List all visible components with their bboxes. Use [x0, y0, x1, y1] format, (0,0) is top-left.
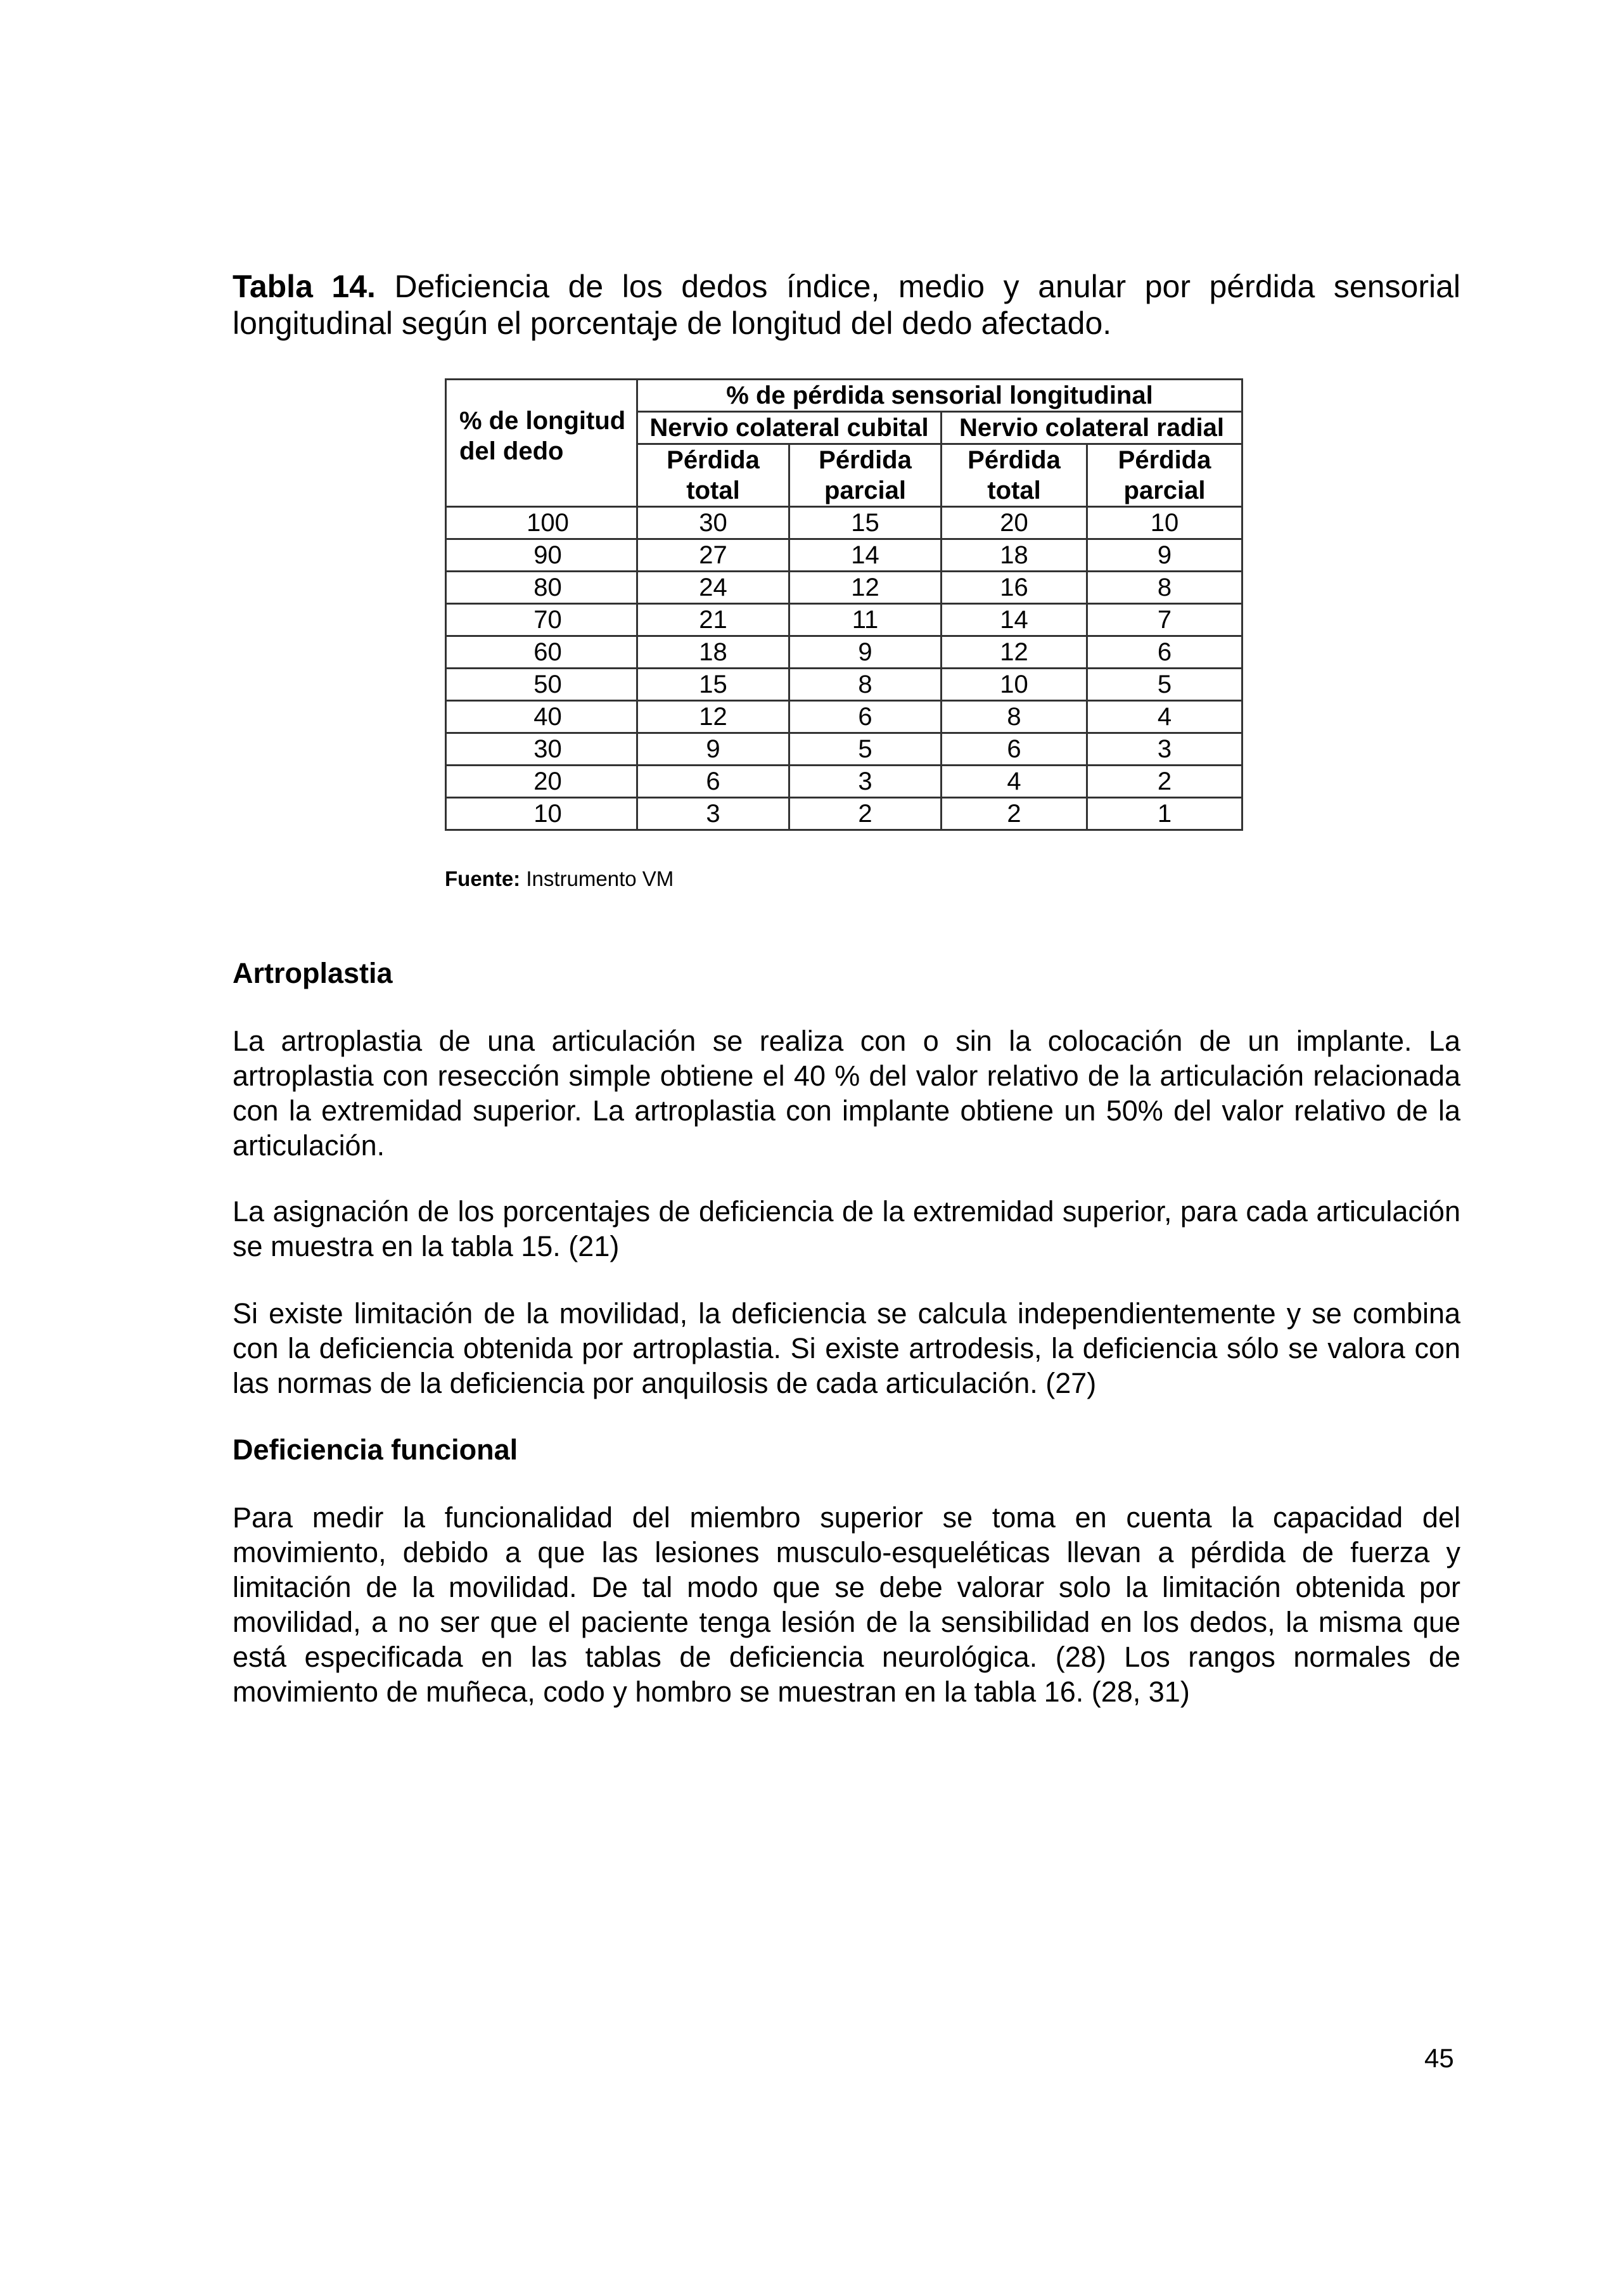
heading-deficiencia-funcional: Deficiencia funcional: [233, 1433, 518, 1466]
table-row: [446, 636, 1242, 669]
value-cell: 4: [1087, 701, 1242, 733]
paragraph: La asignación de los porcentajes de deficiencia de la extremidad superior, para cada articulación se muestra en la tabla 15. (21): [233, 1195, 1460, 1262]
value-cell: 7: [1087, 604, 1242, 636]
source-label: Fuente:: [445, 867, 521, 890]
value-cell: 6: [942, 733, 1087, 766]
value-cell: 14: [789, 539, 942, 572]
value-cell: 12: [637, 701, 789, 733]
value-cell: 12: [789, 572, 942, 604]
value-cell: 15: [637, 669, 789, 701]
table-row: [446, 766, 1242, 798]
value-cell: 24: [637, 572, 789, 604]
source-text: Instrumento VM: [520, 867, 674, 890]
table-row: [446, 604, 1242, 636]
heading-artroplastia: Artroplastia: [233, 957, 393, 989]
value-cell: 16: [942, 572, 1087, 604]
value-cell: 3: [1087, 733, 1242, 766]
value-cell: 18: [637, 636, 789, 669]
value-cell: 6: [637, 766, 789, 798]
value-cell: 8: [789, 669, 942, 701]
col-header: Pérdida total: [637, 444, 789, 507]
col-header: Pérdida parcial: [789, 444, 942, 507]
value-cell: 4: [942, 766, 1087, 798]
paragraph: Si existe limitación de la movilidad, la deficiencia se calcula independientemente y se combina con la deficiencia obtenida por artroplastia. Si existe artrodesis, la deficiencia sólo se valora con las normas de la deficiencia por anquilosis de cada articulación. (27): [233, 1297, 1460, 1399]
group-header-cell: % de pérdida sensorial longitudinal: [637, 380, 1242, 412]
sensory-loss-table: [445, 378, 1243, 831]
table-row: [446, 733, 1242, 766]
col-header: Pérdida parcial: [1087, 444, 1242, 507]
page-number: 45: [1424, 2043, 1454, 2073]
value-cell: 6: [1087, 636, 1242, 669]
table-caption-label: Tabla 14.: [233, 269, 376, 304]
value-cell: 21: [637, 604, 789, 636]
row-label-cell: 60: [446, 636, 637, 669]
value-cell: 11: [789, 604, 942, 636]
table-row: [446, 798, 1242, 830]
row-label-cell: 30: [446, 733, 637, 766]
row-label-cell: 10: [446, 798, 637, 830]
value-cell: 27: [637, 539, 789, 572]
value-cell: 5: [1087, 669, 1242, 701]
value-cell: 9: [789, 636, 942, 669]
table-caption: [233, 268, 1460, 342]
paragraph: Para medir la funcionalidad del miembro superior se toma en cuenta la capacidad del movimiento, debido a que las lesiones musculo-esqueléticas llevan a pérdida de fuerza y limitación de la movilidad. De tal modo que se debe valorar solo la limitación obtenida por movilidad, a no ser que el paciente tenga lesión de la sensibilidad en los dedos, la misma que está especificada en las tablas de deficiencia neurológica. (28) Los rangos normales de movimiento de muñeca, codo y hombro se muestran en la tabla 16. (28, 31): [233, 1501, 1460, 1708]
paragraph: La artroplastia de una articulación se realiza con o sin la colocación de un implante. La artroplastia con resección simple obtiene el 40 % del valor relativo de la articulación relacionada con la extremidad superior. La artroplastia con implante obtiene un 50% del valor relativo de la articulación.: [233, 1025, 1460, 1162]
value-cell: 20: [942, 507, 1087, 539]
value-cell: 18: [942, 539, 1087, 572]
value-cell: 8: [1087, 572, 1242, 604]
value-cell: 8: [942, 701, 1087, 733]
value-cell: 14: [942, 604, 1087, 636]
value-cell: 1: [1087, 798, 1242, 830]
col-header: Pérdida total: [942, 444, 1087, 507]
value-cell: 3: [789, 766, 942, 798]
row-header-cell: % de longitud del dedo: [446, 380, 637, 507]
table-body: [446, 507, 1242, 830]
sub-header-cubital: Nervio colateral cubital: [637, 412, 942, 444]
row-label-cell: 80: [446, 572, 637, 604]
row-label-cell: 90: [446, 539, 637, 572]
table-caption-text: Deficiencia de los dedos índice, medio y anular por pérdida sensorial longitudinal según el porcentaje de longitud del dedo afectado.: [233, 269, 1460, 341]
value-cell: 6: [789, 701, 942, 733]
value-cell: 3: [637, 798, 789, 830]
row-label-cell: 70: [446, 604, 637, 636]
value-cell: 15: [789, 507, 942, 539]
sub-header-radial: Nervio colateral radial: [942, 412, 1242, 444]
row-label-cell: 20: [446, 766, 637, 798]
value-cell: 9: [1087, 539, 1242, 572]
table-source: [445, 866, 674, 892]
value-cell: 10: [942, 669, 1087, 701]
table-row: [446, 701, 1242, 733]
row-label-cell: 100: [446, 507, 637, 539]
value-cell: 2: [942, 798, 1087, 830]
value-cell: 5: [789, 733, 942, 766]
table-row: [446, 669, 1242, 701]
table-row: [446, 507, 1242, 539]
value-cell: 10: [1087, 507, 1242, 539]
table-header-row-1: [446, 380, 1242, 412]
table-row: [446, 539, 1242, 572]
value-cell: 9: [637, 733, 789, 766]
value-cell: 12: [942, 636, 1087, 669]
row-label-cell: 40: [446, 701, 637, 733]
table-row: [446, 572, 1242, 604]
value-cell: 2: [1087, 766, 1242, 798]
value-cell: 30: [637, 507, 789, 539]
value-cell: 2: [789, 798, 942, 830]
row-label-cell: 50: [446, 669, 637, 701]
